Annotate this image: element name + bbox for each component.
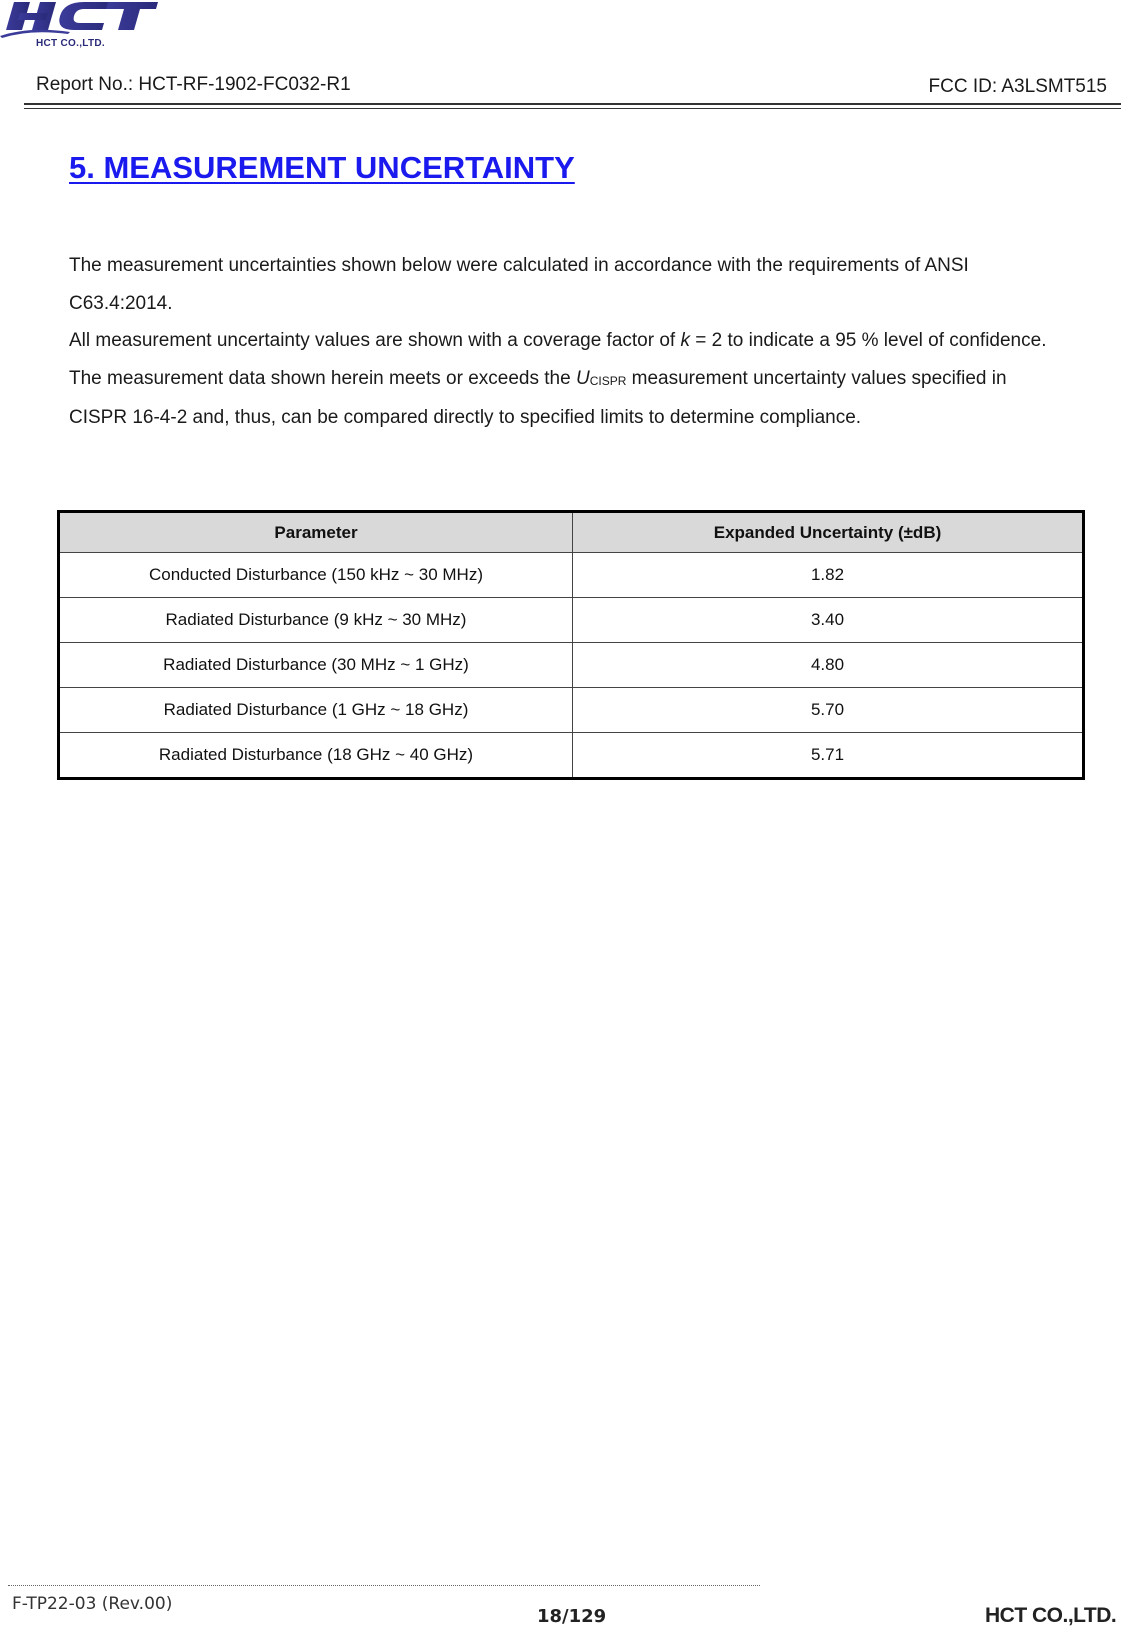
uncertainty-cell: 5.71 xyxy=(573,733,1084,779)
section-body xyxy=(69,247,1069,437)
paragraph-coverage-part-c: measurement uncertainty values specified in CISPR 16-4-2 and, thus, can be compared directly to specified limits to determine compliance. xyxy=(69,367,1007,428)
paragraph-coverage xyxy=(69,322,1069,437)
footer-divider xyxy=(8,1585,760,1586)
form-id: F-TP22-03 (Rev.00) xyxy=(12,1594,173,1614)
column-header-parameter: Parameter xyxy=(59,512,573,553)
parameter-cell: Conducted Disturbance (150 kHz ~ 30 MHz) xyxy=(59,553,573,598)
parameter-cell: Radiated Disturbance (30 MHz ~ 1 GHz) xyxy=(59,643,573,688)
hct-logo-icon xyxy=(0,0,160,40)
header-divider xyxy=(24,103,1121,109)
parameter-cell: Radiated Disturbance (9 kHz ~ 30 MHz) xyxy=(59,598,573,643)
coverage-factor-k: k xyxy=(680,330,690,351)
uncertainty-cell: 1.82 xyxy=(573,553,1084,598)
logo-subtext: HCT CO.,LTD. xyxy=(36,38,105,49)
uncertainty-cell: 5.70 xyxy=(573,688,1084,733)
table-row xyxy=(59,688,1084,733)
fcc-id: FCC ID: A3LSMT515 xyxy=(928,76,1107,97)
section-title: 5. MEASUREMENT UNCERTAINTY xyxy=(69,150,575,185)
column-header-uncertainty: Expanded Uncertainty (±dB) xyxy=(573,512,1084,553)
footer-company-logo: HCT CO.,LTD. xyxy=(985,1604,1117,1627)
table-row xyxy=(59,598,1084,643)
table-row xyxy=(59,553,1084,598)
company-logo xyxy=(0,0,160,56)
report-number: Report No.: HCT-RF-1902-FC032-R1 xyxy=(36,74,351,95)
uncertainty-table xyxy=(57,510,1085,780)
u-symbol: U xyxy=(575,367,590,389)
paragraph-coverage-part-b: = 2 to indicate a 95 % level of confidence. The measurement data shown herein meets or exceeds the xyxy=(69,330,1047,389)
uncertainty-cell: 4.80 xyxy=(573,643,1084,688)
table-header-row xyxy=(59,512,1084,553)
uncertainty-cell: 3.40 xyxy=(573,598,1084,643)
u-subscript: CISPR xyxy=(589,373,627,388)
paragraph-standard: The measurement uncertainties shown below were calculated in accordance with the requirements of ANSI C63.4:2014. xyxy=(69,255,969,314)
parameter-cell: Radiated Disturbance (1 GHz ~ 18 GHz) xyxy=(59,688,573,733)
table-row xyxy=(59,643,1084,688)
paragraph-coverage-part-a: All measurement uncertainty values are shown with a coverage factor of xyxy=(69,330,681,351)
table-row xyxy=(59,733,1084,779)
page-number: 18/129 xyxy=(537,1606,607,1627)
parameter-cell: Radiated Disturbance (18 GHz ~ 40 GHz) xyxy=(59,733,573,779)
